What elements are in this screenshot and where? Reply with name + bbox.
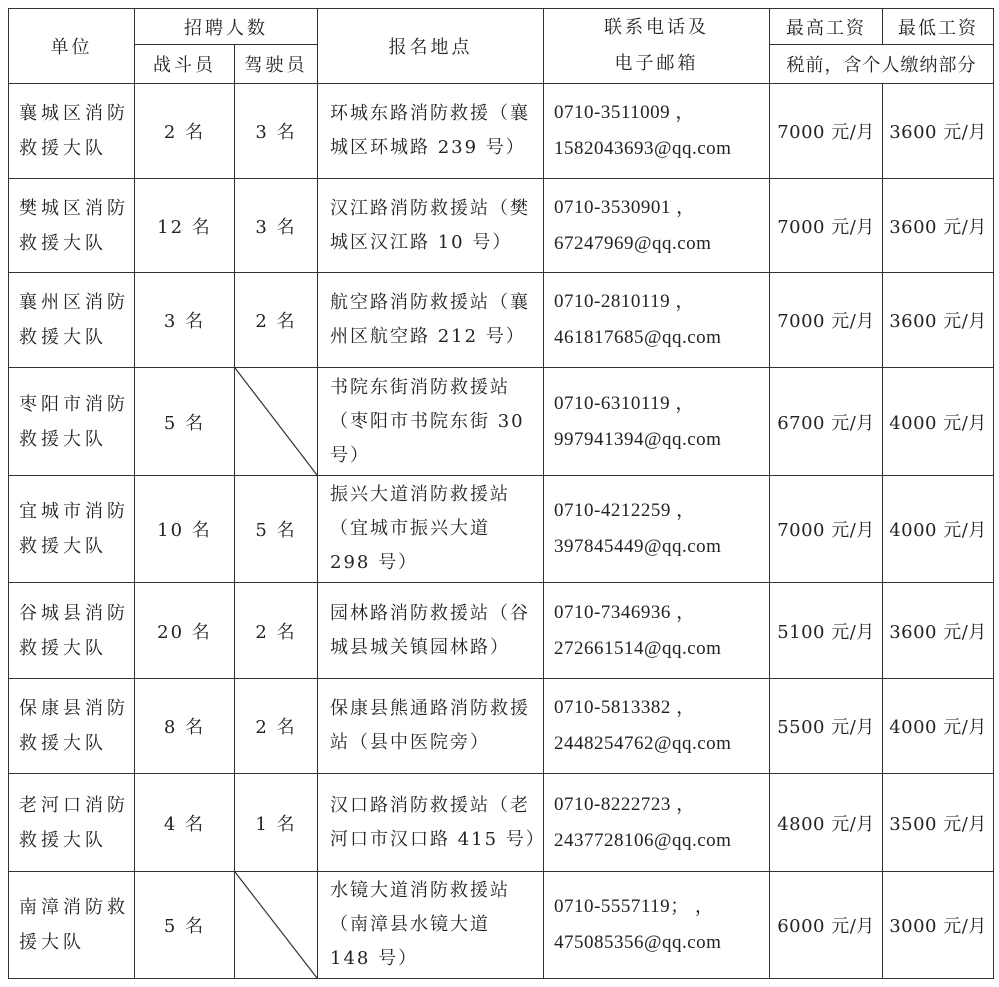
unit-cell: 宜城市消防救援大队 xyxy=(9,476,135,583)
contact-cell xyxy=(544,84,770,179)
phone-number: 0710-7346936 ， xyxy=(554,601,696,623)
phone-number: 0710-4212259 ， xyxy=(554,500,696,521)
fighter-count: 20 名 xyxy=(135,583,235,679)
max-salary: 7000 元/月 xyxy=(770,179,883,273)
min-salary: 4000 元/月 xyxy=(883,476,994,583)
location-cell: 汉江路消防救援站（樊城区汉江路 10 号） xyxy=(318,179,544,273)
location-cell: 保康县熊通路消防救援站（县中医院旁） xyxy=(318,679,544,774)
fighter-count: 10 名 xyxy=(135,476,235,583)
min-salary: 4000 元/月 xyxy=(883,368,994,476)
driver-count: 5 名 xyxy=(235,476,318,583)
email-address: 67247969@qq.com xyxy=(554,232,712,254)
location-cell: 航空路消防救援站（襄州区航空路 212 号） xyxy=(318,273,544,368)
min-salary: 3600 元/月 xyxy=(883,273,994,368)
unit-cell: 保康县消防救援大队 xyxy=(9,679,135,774)
contact-cell xyxy=(544,179,770,273)
max-salary: 5500 元/月 xyxy=(770,679,883,774)
unit-cell: 枣阳市消防救援大队 xyxy=(9,368,135,476)
fighter-count: 5 名 xyxy=(135,872,235,979)
location-cell: 水镜大道消防救援站（南漳县水镜大道 148 号） xyxy=(318,872,544,979)
header-location: 报名地点 xyxy=(318,9,544,84)
unit-cell: 谷城县消防救援大队 xyxy=(9,583,135,679)
table-row xyxy=(9,368,994,476)
header-fighter: 战斗员 xyxy=(135,45,235,84)
email-address: 2437728106@qq.com xyxy=(554,829,732,851)
email-address: 1582043693@qq.com xyxy=(554,138,732,159)
diagonal-slash xyxy=(235,368,317,475)
phone-number: 0710-8222723 ， xyxy=(554,793,696,815)
location-cell: 书院东街消防救援站（枣阳市书院东街 30 号） xyxy=(318,368,544,476)
email-address: 2448254762@qq.com xyxy=(554,733,732,754)
max-salary: 6700 元/月 xyxy=(770,368,883,476)
fighter-count: 3 名 xyxy=(135,273,235,368)
phone-number: 0710-3511009 ， xyxy=(554,102,695,123)
unit-cell: 老河口消防救援大队 xyxy=(9,774,135,872)
min-salary: 4000 元/月 xyxy=(883,679,994,774)
driver-count: 3 名 xyxy=(235,84,318,179)
unit-cell: 樊城区消防救援大队 xyxy=(9,179,135,273)
max-salary: 6000 元/月 xyxy=(770,872,883,979)
email-address: 461817685@qq.com xyxy=(554,327,722,348)
table-row xyxy=(9,179,994,273)
driver-count: 3 名 xyxy=(235,179,318,273)
table-row xyxy=(9,84,994,179)
header-contact xyxy=(544,9,770,84)
diagonal-slash xyxy=(235,872,317,978)
header-contact-line1: 联系电话及 xyxy=(604,17,709,38)
driver-count-empty xyxy=(235,872,318,979)
email-address: 397845449@qq.com xyxy=(554,536,722,557)
driver-count: 2 名 xyxy=(235,273,318,368)
phone-number: 0710-6310119 ， xyxy=(554,392,695,414)
header-max-salary: 最高工资 xyxy=(770,9,883,45)
header-salary-note: 税前，含个人缴纳部分 xyxy=(770,45,994,84)
min-salary: 3500 元/月 xyxy=(883,774,994,872)
location-cell: 汉口路消防救援站（老河口市汉口路 415 号） xyxy=(318,774,544,872)
unit-cell: 襄城区消防救援大队 xyxy=(9,84,135,179)
table-row xyxy=(9,476,994,583)
driver-count: 1 名 xyxy=(235,774,318,872)
contact-cell xyxy=(544,774,770,872)
driver-count-empty xyxy=(235,368,318,476)
header-contact-line2: 电子邮箱 xyxy=(614,53,699,74)
min-salary: 3600 元/月 xyxy=(883,179,994,273)
driver-count: 2 名 xyxy=(235,679,318,774)
max-salary: 7000 元/月 xyxy=(770,476,883,583)
header-unit: 单位 xyxy=(9,9,135,84)
header-row-1 xyxy=(9,9,994,45)
email-address: 997941394@qq.com xyxy=(554,428,722,450)
contact-cell xyxy=(544,273,770,368)
header-recruit-count: 招聘人数 xyxy=(135,9,318,45)
fighter-count: 12 名 xyxy=(135,179,235,273)
recruitment-table-document xyxy=(8,8,994,979)
fighter-count: 5 名 xyxy=(135,368,235,476)
recruitment-table xyxy=(8,8,994,979)
location-cell: 环城东路消防救援（襄城区环城路 239 号） xyxy=(318,84,544,179)
max-salary: 5100 元/月 xyxy=(770,583,883,679)
header-min-salary: 最低工资 xyxy=(883,9,994,45)
table-row xyxy=(9,583,994,679)
contact-cell xyxy=(544,679,770,774)
phone-number: 0710-2810119 ， xyxy=(554,291,695,312)
email-address: 272661514@qq.com xyxy=(554,637,722,659)
location-cell: 园林路消防救援站（谷城县城关镇园林路） xyxy=(318,583,544,679)
header-driver: 驾驶员 xyxy=(235,45,318,84)
unit-cell: 襄州区消防救援大队 xyxy=(9,273,135,368)
email-address: 475085356@qq.com xyxy=(554,932,722,953)
unit-cell: 南漳消防救援大队 xyxy=(9,872,135,979)
fighter-count: 8 名 xyxy=(135,679,235,774)
table-row xyxy=(9,872,994,979)
max-salary: 7000 元/月 xyxy=(770,84,883,179)
table-row xyxy=(9,774,994,872)
fighter-count: 4 名 xyxy=(135,774,235,872)
contact-cell xyxy=(544,476,770,583)
min-salary: 3600 元/月 xyxy=(883,583,994,679)
contact-cell xyxy=(544,872,770,979)
phone-number: 0710-3530901 ， xyxy=(554,196,696,218)
location-cell: 振兴大道消防救援站（宜城市振兴大道 298 号） xyxy=(318,476,544,583)
phone-number: 0710-5557119； ， xyxy=(554,896,715,917)
phone-number: 0710-5813382 ， xyxy=(554,697,696,718)
max-salary: 4800 元/月 xyxy=(770,774,883,872)
contact-cell xyxy=(544,368,770,476)
min-salary: 3000 元/月 xyxy=(883,872,994,979)
contact-cell xyxy=(544,583,770,679)
min-salary: 3600 元/月 xyxy=(883,84,994,179)
driver-count: 2 名 xyxy=(235,583,318,679)
fighter-count: 2 名 xyxy=(135,84,235,179)
table-row xyxy=(9,273,994,368)
max-salary: 7000 元/月 xyxy=(770,273,883,368)
table-row xyxy=(9,679,994,774)
